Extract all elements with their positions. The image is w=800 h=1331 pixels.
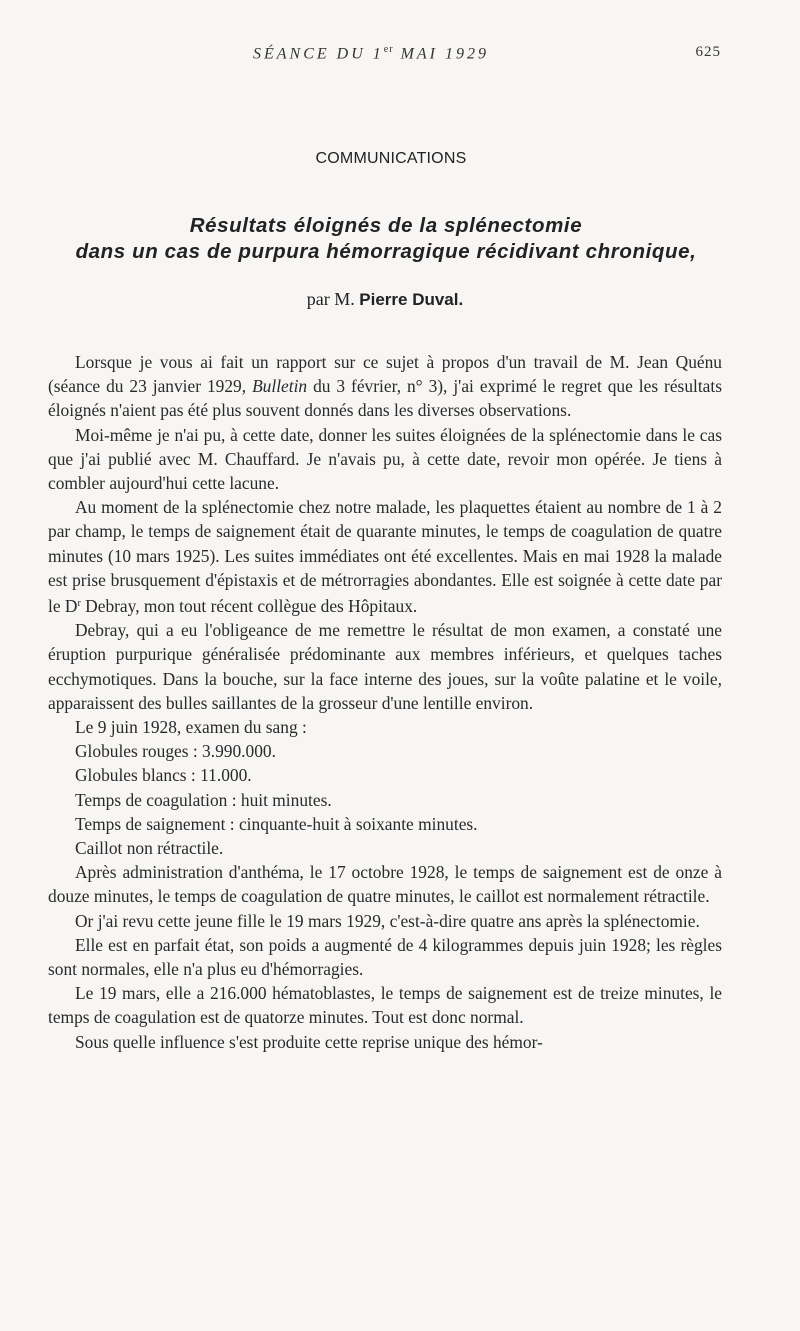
paragraph-4: Debray, qui a eu l'obligeance de me remettre le résultat de mon examen, a constaté une éruption purpurique généralisée prédominante aux membres inférieurs, et quelques taches ecchymotiques. Dans la bouche, sur la face interne des joues, sur la voûte palatine et le voile, apparaissent des bulles saillantes de la grosseur d'une lentille environ. bbox=[48, 620, 722, 713]
paragraph-5: Après administration d'anthéma, le 17 octobre 1928, le temps de saignement est de onze à douze minutes, le temps de coagulation de quatre minutes, le caillot est normalement rétractile. bbox=[48, 862, 722, 907]
byline bbox=[0, 289, 770, 310]
paragraph-1: Lorsque je vous ai fait un rapport sur ce sujet à propos d'un travail de M. Jean Quénu (séance du 23 janvier 1929, Bulletin du 3 février, n° 3), j'ai exprimé le regret que les résultats éloignés n'aient pas été plus souvent donnés dans les diverses observations. bbox=[48, 352, 722, 421]
exam-coagulation: Temps de coagulation : huit minutes. bbox=[75, 789, 332, 810]
section-heading: COMMUNICATIONS bbox=[315, 150, 467, 167]
paragraph-6: Or j'ai revu cette jeune fille le 19 mars 1929, c'est-à-dire quatre ans après la splénectomie. bbox=[75, 910, 700, 931]
exam-white-cells: Globules blancs : 11.000. bbox=[75, 765, 252, 786]
paragraph-9: Sous quelle influence s'est produite cette reprise unique des hémor- bbox=[75, 1031, 543, 1052]
paragraph-7: Elle est en parfait état, son poids a augmenté de 4 kilogrammes depuis juin 1928; les règles sont normales, elle n'a plus eu d'hémorragies. bbox=[48, 934, 722, 980]
article-title-line-1: Résultats éloignés de la splénectomie bbox=[189, 214, 583, 237]
exam-clot: Caillot non rétractile. bbox=[75, 838, 224, 859]
paragraph-3: Au moment de la splénectomie chez notre malade, les plaquettes étaient au nombre de 1 à 2 par champ, le temps de saignement était de quarante minutes, le temps de coagulation de quatre minutes (10 mars 1925). Les suites immédiates ont été excellentes. Mais en mai 1928 la malade est prise brusquement d'épistaxis et de métrorragies abondantes. Elle est soignée à cette date par le $D^r$ Debray, mon tout récent collègue des Hôpitaux. bbox=[48, 497, 722, 617]
byline-author: Pierre Duval. bbox=[359, 290, 464, 309]
exam-intro: Le 9 juin 1928, examen du sang : bbox=[75, 717, 307, 738]
running-header bbox=[0, 44, 800, 68]
exam-red-cells: Globules rouges : 3.990.000. bbox=[75, 741, 276, 762]
article-body bbox=[48, 350, 722, 1054]
exam-bleeding: Temps de saignement : cinquante-huit à soixante minutes. bbox=[75, 813, 478, 834]
journal-name: Bulletin bbox=[252, 376, 308, 397]
running-title: SÉANCE DU 1er MAI 1929 bbox=[253, 44, 489, 63]
article-title-line-2: dans un cas de purpura hémorragique récidivant chronique, bbox=[75, 240, 697, 263]
article-title bbox=[46, 213, 726, 265]
byline-prefix: par M. bbox=[306, 289, 360, 309]
page-number: 625 bbox=[695, 44, 721, 60]
paragraph-8: Le 19 mars, elle a 216.000 hématoblastes, le temps de saignement est de treize minutes, le temps de coagulation est de quatorze minutes. Tout est donc normal. bbox=[48, 983, 722, 1028]
paragraph-2: Moi-même je n'ai pu, à cette date, donner les suites éloignées de la splénectomie dans le cas que j'ai publié avec M. Chauffard. Je n'avais pu, à cette date, revoir mon opérée. Je tiens à combler aujourd'hui cette lacune. bbox=[48, 424, 722, 494]
